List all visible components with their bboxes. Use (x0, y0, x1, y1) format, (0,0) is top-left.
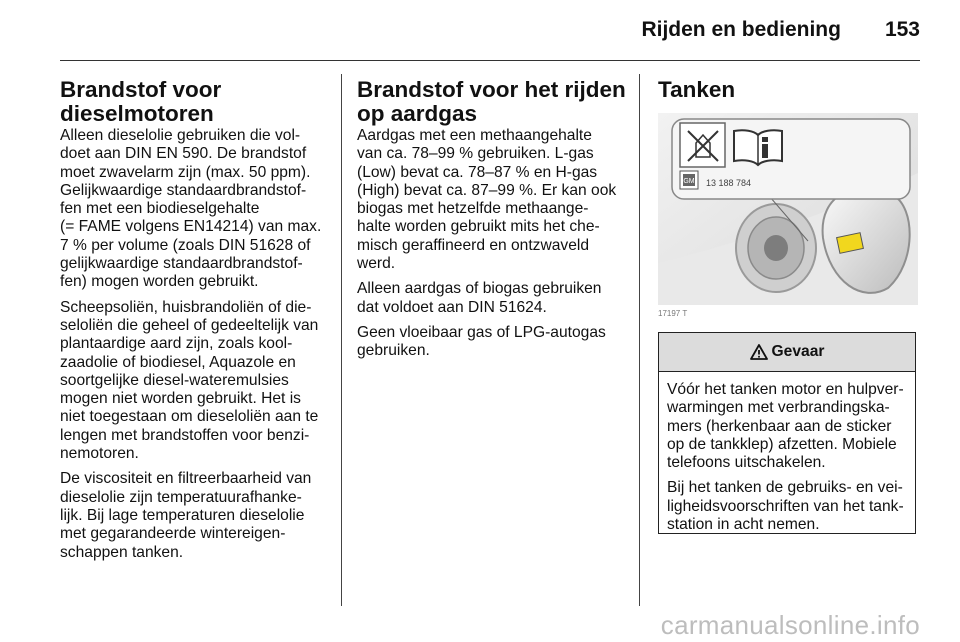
danger-warning-box (658, 332, 916, 534)
page-header (641, 18, 920, 48)
warning-title: Gevaar (771, 343, 825, 360)
warning-triangle-icon (750, 344, 768, 360)
column-divider-1 (341, 74, 342, 606)
warning-body (659, 372, 915, 534)
fuel-flap-illustration (658, 113, 918, 318)
paragraph: Alleen dieselolie gebruiken die vol- doet aan DIN EN 590. De brandstof moet zwavelarm zijn (max. 50 ppm). Gelijkwaardige standaardbrandstof- fen met een biodieselgehalte (= FAME volgens EN14214) van max. 7 % per volume (zoals DIN 51628 of gelijkwaardige standaardbrandstof- fen) mogen worden gebruikt. (60, 127, 322, 291)
logo: GM (683, 178, 695, 185)
paragraph: Alleen aardgas of biogas gebruiken dat voldoet aan DIN 51624. (357, 280, 602, 316)
page-number: 153 (884, 18, 920, 41)
figure-id: 17197 T (658, 309, 688, 318)
paragraph: Geen vloeibaar gas of LPG-autogas gebruiken. (357, 323, 606, 360)
heading-diesel: Brandstof voor dieselmotoren (60, 77, 222, 126)
watermark: carmanualsonline.info (660, 610, 920, 640)
paragraph: De viscositeit en filtreerbaarheid van dieselolie zijn temperatuurafhanke- lijk. Bij lage temperaturen dieselolie met gegarandeerde wintereigen- schappen tanken. (60, 470, 312, 561)
warning-header (659, 333, 915, 372)
heading-natural-gas: Brandstof voor het rijden op aardgas (357, 77, 626, 126)
sticker-code: 13 188 784 (706, 178, 752, 188)
warning-paragraph: Vóór het tanken motor en hulpver- warmingen met verbrandingska- mers (herkenbaar aan de sticker op de tankklep) afzetten. Mobiele telefoons uitschakelen. (667, 381, 904, 472)
paragraph: Aardgas met een methaangehalte van ca. 78–99 % gebruiken. L-gas (Low) bevat ca. 78–87 % en H-gas (High) bevat ca. 87–99 %. Er kan ook biogas met hetzelfde methaange- halte worden gebruikt mits het che- misch geraffineerd en ontzwaveld werd. (357, 127, 617, 273)
section-title: Rijden en bediening (641, 18, 841, 41)
header-divider (60, 60, 920, 61)
warning-paragraph: Bij het tanken de gebruiks- en vei- ligheidsvoorschriften van het tank- station in acht nemen. (667, 479, 904, 534)
column-diesel (60, 78, 328, 569)
paragraph: Scheepsoliën, huisbrandoliën of die- seloliën die geheel of gedeeltelijk van plantaardige aard zijn, zoals kool- zaadolie of biodiesel, Aquazole en soortgelijke diesel-wateremulsies mogen niet worden gebruikt. Het is niet toegestaan om dieseloliën aan te lengen met brandstoffen voor benzi- nemotoren. (60, 298, 319, 463)
fuel-filler-figure (658, 113, 918, 318)
column-natural-gas (357, 78, 629, 368)
heading-refuelling: Tanken (658, 77, 736, 102)
column-divider-2 (639, 74, 640, 606)
column-refuelling (658, 78, 920, 103)
